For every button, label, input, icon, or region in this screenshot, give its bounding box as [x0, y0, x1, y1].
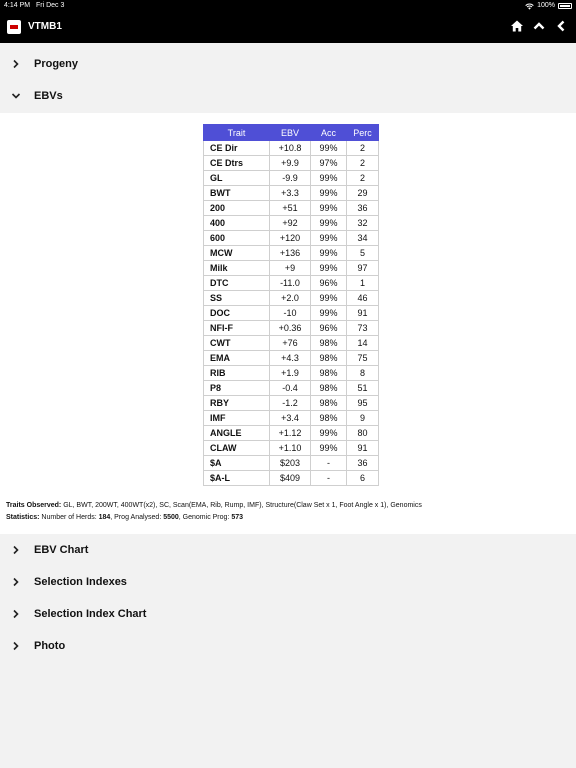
table-row [204, 156, 379, 171]
status-right [525, 0, 572, 12]
cell-acc: 99% [311, 186, 347, 201]
table-row [204, 321, 379, 336]
chevron-up-icon[interactable] [532, 19, 546, 33]
status-bar [0, 0, 576, 12]
table-row [204, 306, 379, 321]
section-selection-indexes-label: Selection Indexes [34, 576, 127, 588]
table-row [204, 366, 379, 381]
cell-perc: 97 [347, 261, 379, 276]
genomic-value: 573 [231, 514, 244, 521]
cell-perc: 91 [347, 306, 379, 321]
cell-trait: EMA [204, 351, 270, 366]
cell-trait: RBY [204, 396, 270, 411]
home-icon[interactable] [510, 19, 524, 33]
cell-perc: 46 [347, 291, 379, 306]
statistics-label: Statistics: [6, 514, 40, 521]
cell-trait: $A-L [204, 471, 270, 486]
cell-acc: 96% [311, 276, 347, 291]
nav-icons [510, 19, 568, 33]
table-row [204, 396, 379, 411]
cell-trait: 200 [204, 201, 270, 216]
section-progeny-label: Progeny [34, 58, 79, 70]
cell-perc: 2 [347, 141, 379, 156]
cell-acc: 99% [311, 426, 347, 441]
battery-icon [558, 3, 572, 9]
traits-observed [6, 502, 422, 509]
table-row [204, 231, 379, 246]
cell-ebv: +120 [270, 231, 311, 246]
chevron-right-icon [11, 59, 21, 69]
app-title: VTMB1 [28, 21, 62, 32]
cell-trait: Milk [204, 261, 270, 276]
cell-perc: 6 [347, 471, 379, 486]
traits-observed-label: Traits Observed: [6, 502, 62, 509]
cell-acc: 98% [311, 381, 347, 396]
table-row [204, 441, 379, 456]
cell-perc: 95 [347, 396, 379, 411]
herds-value: 184 [98, 514, 111, 521]
chevron-right-icon [11, 641, 21, 651]
cell-ebv: +136 [270, 246, 311, 261]
cell-perc: 1 [347, 276, 379, 291]
cell-ebv: -0.4 [270, 381, 311, 396]
table-row [204, 186, 379, 201]
cell-acc: 99% [311, 171, 347, 186]
chevron-right-icon [11, 545, 21, 555]
section-selection-indexes[interactable] [0, 566, 576, 598]
section-ebvs-label: EBVs [34, 90, 63, 102]
cell-acc: 97% [311, 156, 347, 171]
cell-ebv: +3.4 [270, 411, 311, 426]
cell-ebv: +51 [270, 201, 311, 216]
prog-value: 5500 [163, 514, 179, 521]
section-progeny[interactable] [0, 48, 576, 80]
cell-ebv: +1.10 [270, 441, 311, 456]
cell-acc: 99% [311, 261, 347, 276]
cell-acc: 99% [311, 306, 347, 321]
cell-perc: 29 [347, 186, 379, 201]
cell-perc: 2 [347, 156, 379, 171]
app-logo-icon [7, 20, 21, 34]
cell-ebv: +9 [270, 261, 311, 276]
table-row [204, 276, 379, 291]
column-header-perc: Perc [347, 125, 379, 141]
cell-perc: 91 [347, 441, 379, 456]
cell-perc: 34 [347, 231, 379, 246]
table-row [204, 141, 379, 156]
cell-trait: P8 [204, 381, 270, 396]
cell-acc: 99% [311, 141, 347, 156]
cell-acc: 98% [311, 411, 347, 426]
cell-trait: SS [204, 291, 270, 306]
cell-ebv: -9.9 [270, 171, 311, 186]
cell-ebv: +92 [270, 216, 311, 231]
cell-trait: DTC [204, 276, 270, 291]
cell-perc: 36 [347, 201, 379, 216]
cell-ebv: -1.2 [270, 396, 311, 411]
cell-trait: 600 [204, 231, 270, 246]
cell-ebv: +76 [270, 336, 311, 351]
cell-ebv: +2.0 [270, 291, 311, 306]
cell-trait: GL [204, 171, 270, 186]
ebv-table [203, 124, 379, 486]
table-row [204, 261, 379, 276]
status-time: 4:14 PM [4, 2, 31, 9]
cell-perc: 5 [347, 246, 379, 261]
table-row [204, 381, 379, 396]
table-header-row [204, 125, 379, 141]
table-row [204, 471, 379, 486]
cell-acc: 99% [311, 201, 347, 216]
app-bar [0, 12, 576, 43]
cell-perc: 9 [347, 411, 379, 426]
table-row [204, 351, 379, 366]
cell-trait: ANGLE [204, 426, 270, 441]
wifi-icon [525, 3, 534, 10]
genomic-label: , Genomic Prog: [178, 514, 232, 521]
cell-acc: 96% [311, 321, 347, 336]
table-row [204, 411, 379, 426]
table-row [204, 216, 379, 231]
column-header-trait: Trait [204, 125, 270, 141]
cell-ebv: +4.3 [270, 351, 311, 366]
cell-acc: 98% [311, 396, 347, 411]
cell-acc: 99% [311, 291, 347, 306]
cell-ebv: -11.0 [270, 276, 311, 291]
status-date: Fri Dec 3 [36, 2, 65, 9]
table-row [204, 336, 379, 351]
chevron-down-icon [11, 91, 21, 101]
cell-acc: - [311, 456, 347, 471]
cell-perc: 2 [347, 171, 379, 186]
cell-perc: 36 [347, 456, 379, 471]
cell-perc: 14 [347, 336, 379, 351]
cell-perc: 32 [347, 216, 379, 231]
cell-ebv: +9.9 [270, 156, 311, 171]
cell-ebv: $203 [270, 456, 311, 471]
cell-trait: RIB [204, 366, 270, 381]
table-row [204, 291, 379, 306]
battery-percent: 100% [537, 2, 555, 9]
cell-trait: MCW [204, 246, 270, 261]
cell-trait: BWT [204, 186, 270, 201]
ebv-table-body [204, 141, 379, 486]
table-row [204, 171, 379, 186]
cell-trait: DOC [204, 306, 270, 321]
cell-acc: 98% [311, 366, 347, 381]
column-header-ebv: EBV [270, 125, 311, 141]
section-photo-label: Photo [34, 640, 66, 652]
cell-acc: 99% [311, 246, 347, 261]
cell-perc: 73 [347, 321, 379, 336]
cell-ebv: -10 [270, 306, 311, 321]
section-photo[interactable] [0, 630, 576, 662]
chevron-right-icon [11, 577, 21, 587]
cell-acc: 99% [311, 231, 347, 246]
table-row [204, 426, 379, 441]
cell-acc: 98% [311, 351, 347, 366]
cell-perc: 75 [347, 351, 379, 366]
table-row [204, 246, 379, 261]
cell-trait: NFI-F [204, 321, 270, 336]
cell-trait: $A [204, 456, 270, 471]
table-row [204, 456, 379, 471]
back-arrow-icon[interactable] [554, 19, 568, 33]
cell-ebv: +0.36 [270, 321, 311, 336]
cell-trait: CE Dtrs [204, 156, 270, 171]
cell-acc: 99% [311, 441, 347, 456]
cell-trait: IMF [204, 411, 270, 426]
cell-perc: 8 [347, 366, 379, 381]
cell-trait: CLAW [204, 441, 270, 456]
cell-ebv: $409 [270, 471, 311, 486]
cell-ebv: +3.3 [270, 186, 311, 201]
cell-acc: - [311, 471, 347, 486]
chevron-right-icon [11, 609, 21, 619]
cell-perc: 80 [347, 426, 379, 441]
section-ebvs[interactable] [0, 80, 576, 112]
table-row [204, 201, 379, 216]
cell-ebv: +1.12 [270, 426, 311, 441]
cell-ebv: +1.9 [270, 366, 311, 381]
statistics [6, 514, 243, 521]
section-ebv-chart-label: EBV Chart [34, 544, 89, 556]
ebv-content [0, 113, 576, 534]
prog-label: , Prog Analysed: [110, 514, 164, 521]
cell-acc: 99% [311, 216, 347, 231]
cell-trait: CWT [204, 336, 270, 351]
cell-acc: 98% [311, 336, 347, 351]
cell-perc: 51 [347, 381, 379, 396]
section-selection-index-chart-label: Selection Index Chart [34, 608, 147, 620]
cell-trait: 400 [204, 216, 270, 231]
herds-label: Number of Herds: [39, 514, 99, 521]
traits-observed-value: GL, BWT, 200WT, 400WT(x2), SC, Scan(EMA, Rib, Rump, IMF), Structure(Claw Set x 1, Foot Angle x 1), Genomics [61, 502, 422, 509]
section-selection-index-chart[interactable] [0, 598, 576, 630]
section-ebv-chart[interactable] [0, 534, 576, 566]
cell-ebv: +10.8 [270, 141, 311, 156]
column-header-acc: Acc [311, 125, 347, 141]
cell-trait: CE Dir [204, 141, 270, 156]
